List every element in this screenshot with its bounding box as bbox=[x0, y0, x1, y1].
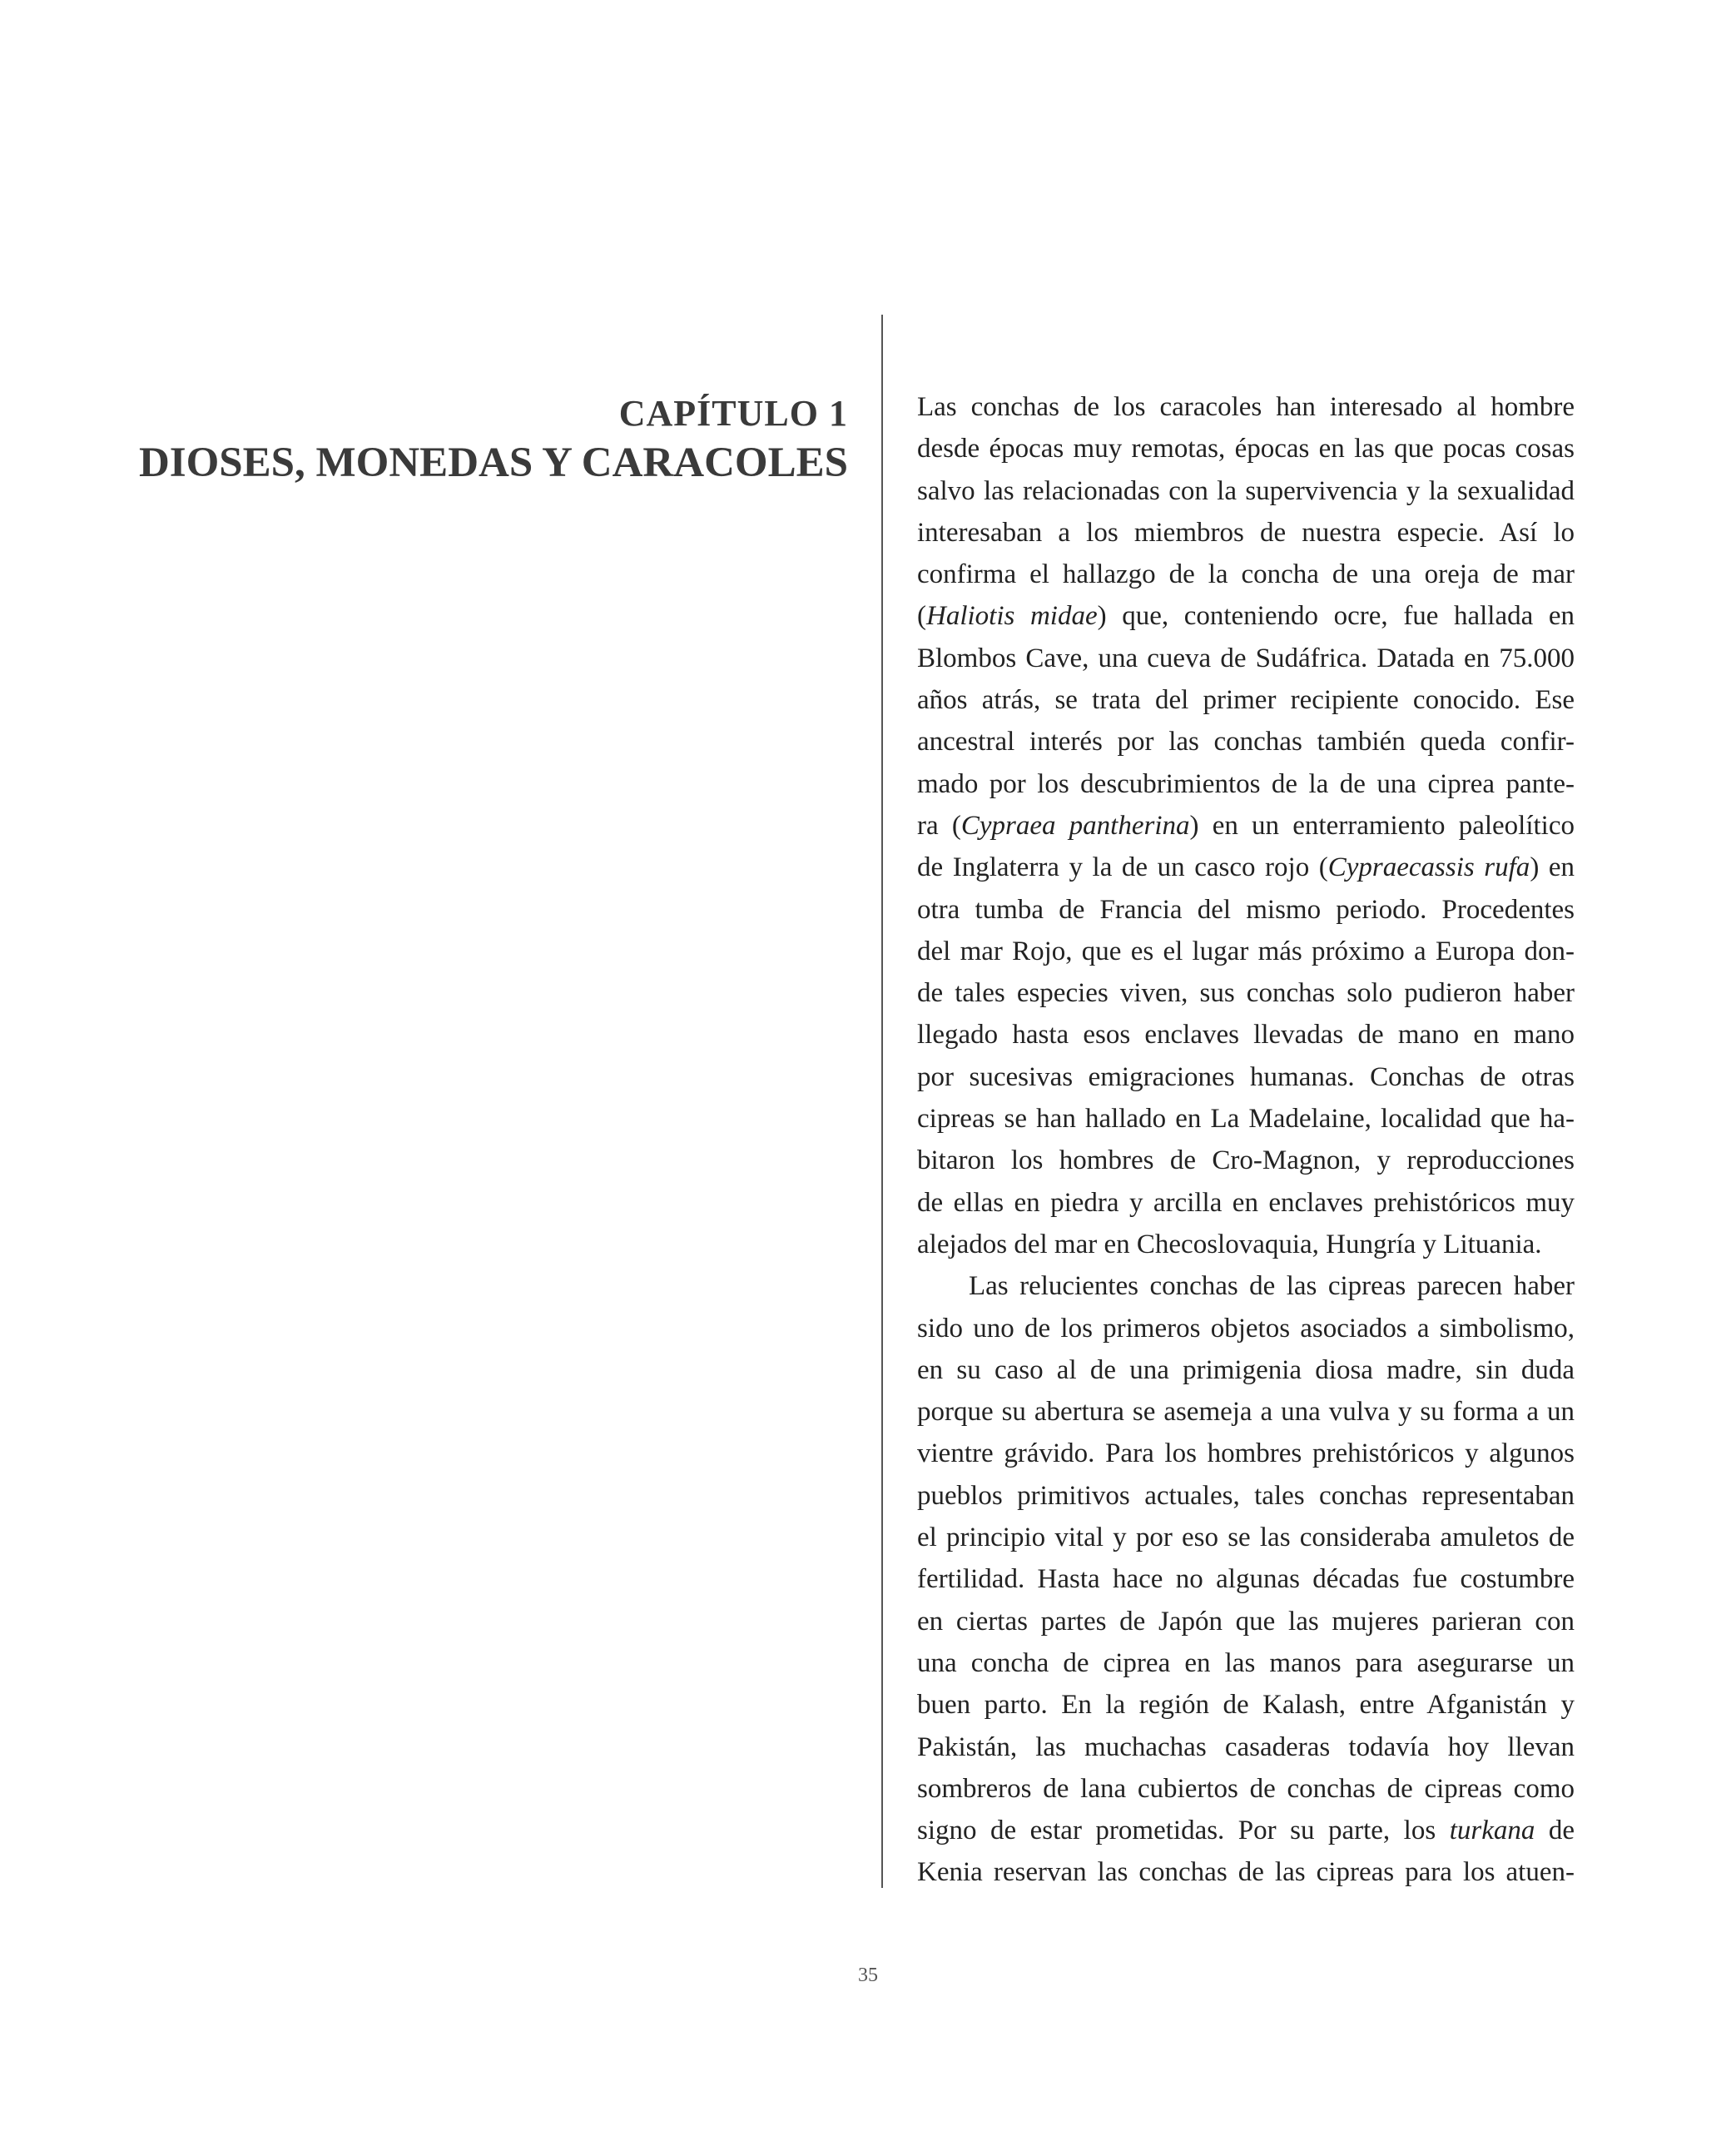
body-line: pueblos primitivos actuales, tales conchas representaban bbox=[917, 1480, 1575, 1511]
body-line: vientre grávido. Para los hombres prehistóricos y algunos bbox=[917, 1438, 1575, 1469]
body-line: desde épocas muy remotas, épocas en las que pocas cosas bbox=[917, 434, 1575, 464]
body-line: Las conchas de los caracoles han interesado al hombre bbox=[917, 392, 1575, 422]
body-line: años atrás, se trata del primer recipiente conocido. Ese bbox=[917, 685, 1575, 716]
body-line: cipreas se han hallado en La Madelaine, localidad que ha- bbox=[917, 1104, 1575, 1135]
column-divider bbox=[881, 315, 883, 1888]
body-line: alejados del mar en Checoslovaquia, Hungría y Lituania. bbox=[917, 1229, 1542, 1259]
body-line: signo de estar prometidas. Por su parte, los turkana de bbox=[917, 1816, 1575, 1846]
body-line: buen parto. En la región de Kalash, entre Afganistán y bbox=[917, 1690, 1575, 1721]
body-line: fertilidad. Hasta hace no algunas décadas fue costumbre bbox=[917, 1564, 1575, 1595]
body-line: de tales especies viven, sus conchas solo pudieron haber bbox=[917, 978, 1575, 1009]
body-line: confirma el hallazgo de la concha de una oreja de mar bbox=[917, 559, 1575, 590]
chapter-heading bbox=[139, 391, 848, 489]
body-line: de ellas en piedra y arcilla en enclaves prehistóricos muy bbox=[917, 1187, 1575, 1218]
body-line: porque su abertura se asemeja a una vulva y su forma a un bbox=[917, 1397, 1575, 1428]
body-line: (Haliotis midae) que, conteniendo ocre, fue hallada en bbox=[917, 601, 1575, 632]
body-line: Kenia reservan las conchas de las cipreas para los atuen- bbox=[917, 1857, 1575, 1888]
body-line: Pakistán, las muchachas casaderas todavía hoy llevan bbox=[917, 1731, 1575, 1762]
body-line: sombreros de lana cubiertos de conchas de cipreas como bbox=[917, 1773, 1575, 1804]
body-line: interesaban a los miembros de nuestra especie. Así lo bbox=[917, 517, 1575, 548]
body-line: en ciertas partes de Japón que las mujeres parieran con bbox=[917, 1606, 1575, 1637]
species-name: Haliotis midae bbox=[926, 601, 1098, 632]
body-line: del mar Rojo, que es el lugar más próximo a Europa don- bbox=[917, 936, 1575, 966]
body-line: Las relucientes conchas de las cipreas parecen haber bbox=[969, 1271, 1575, 1302]
chapter-label: CAPÍTULO 1 bbox=[618, 393, 848, 434]
body-line: el principio vital y por eso se las consideraba amuletos de bbox=[917, 1522, 1575, 1553]
body-line: ra (Cypraea pantherina) en un enterramiento paleolítico bbox=[917, 810, 1575, 841]
chapter-title: DIOSES, MONEDAS Y CARACOLES bbox=[138, 440, 848, 486]
body-text bbox=[917, 386, 1575, 1894]
species-name: turkana bbox=[1449, 1816, 1535, 1846]
species-name: Cypraecassis rufa bbox=[1327, 852, 1530, 883]
species-name: Cypraea pantherina bbox=[960, 810, 1190, 841]
body-line: por sucesivas emigraciones humanas. Conchas de otras bbox=[917, 1061, 1575, 1092]
body-line: sido uno de los primeros objetos asociados a simbolismo, bbox=[917, 1313, 1575, 1344]
body-line: mado por los descubrimientos de la de una cipreа pante- bbox=[917, 768, 1575, 799]
body-line: en su caso al de una primigenia diosa madre, sin duda bbox=[917, 1354, 1575, 1385]
page-number: 35 bbox=[858, 1965, 878, 1986]
body-line: salvo las relacionadas con la supervivencia y la sexualidad bbox=[917, 475, 1575, 506]
body-line: Blombos Cave, una cueva de Sudáfrica. Datada en 75.000 bbox=[917, 643, 1575, 673]
body-line: otra tumba de Francia del mismo periodo. Procedentes bbox=[917, 894, 1575, 925]
body-line: bitaron los hombres de Cro-Magnon, y reproducciones bbox=[917, 1145, 1575, 1176]
body-line: una concha de ciprea en las manos para asegurarse un bbox=[917, 1647, 1575, 1678]
body-line: llegado hasta esos enclaves llevadas de mano en mano bbox=[917, 1020, 1575, 1051]
body-line: ancestral interés por las conchas también queda confir- bbox=[917, 727, 1575, 758]
body-line: de Inglaterra y la de un casco rojo (Cypraecassis rufa) en bbox=[917, 852, 1575, 883]
